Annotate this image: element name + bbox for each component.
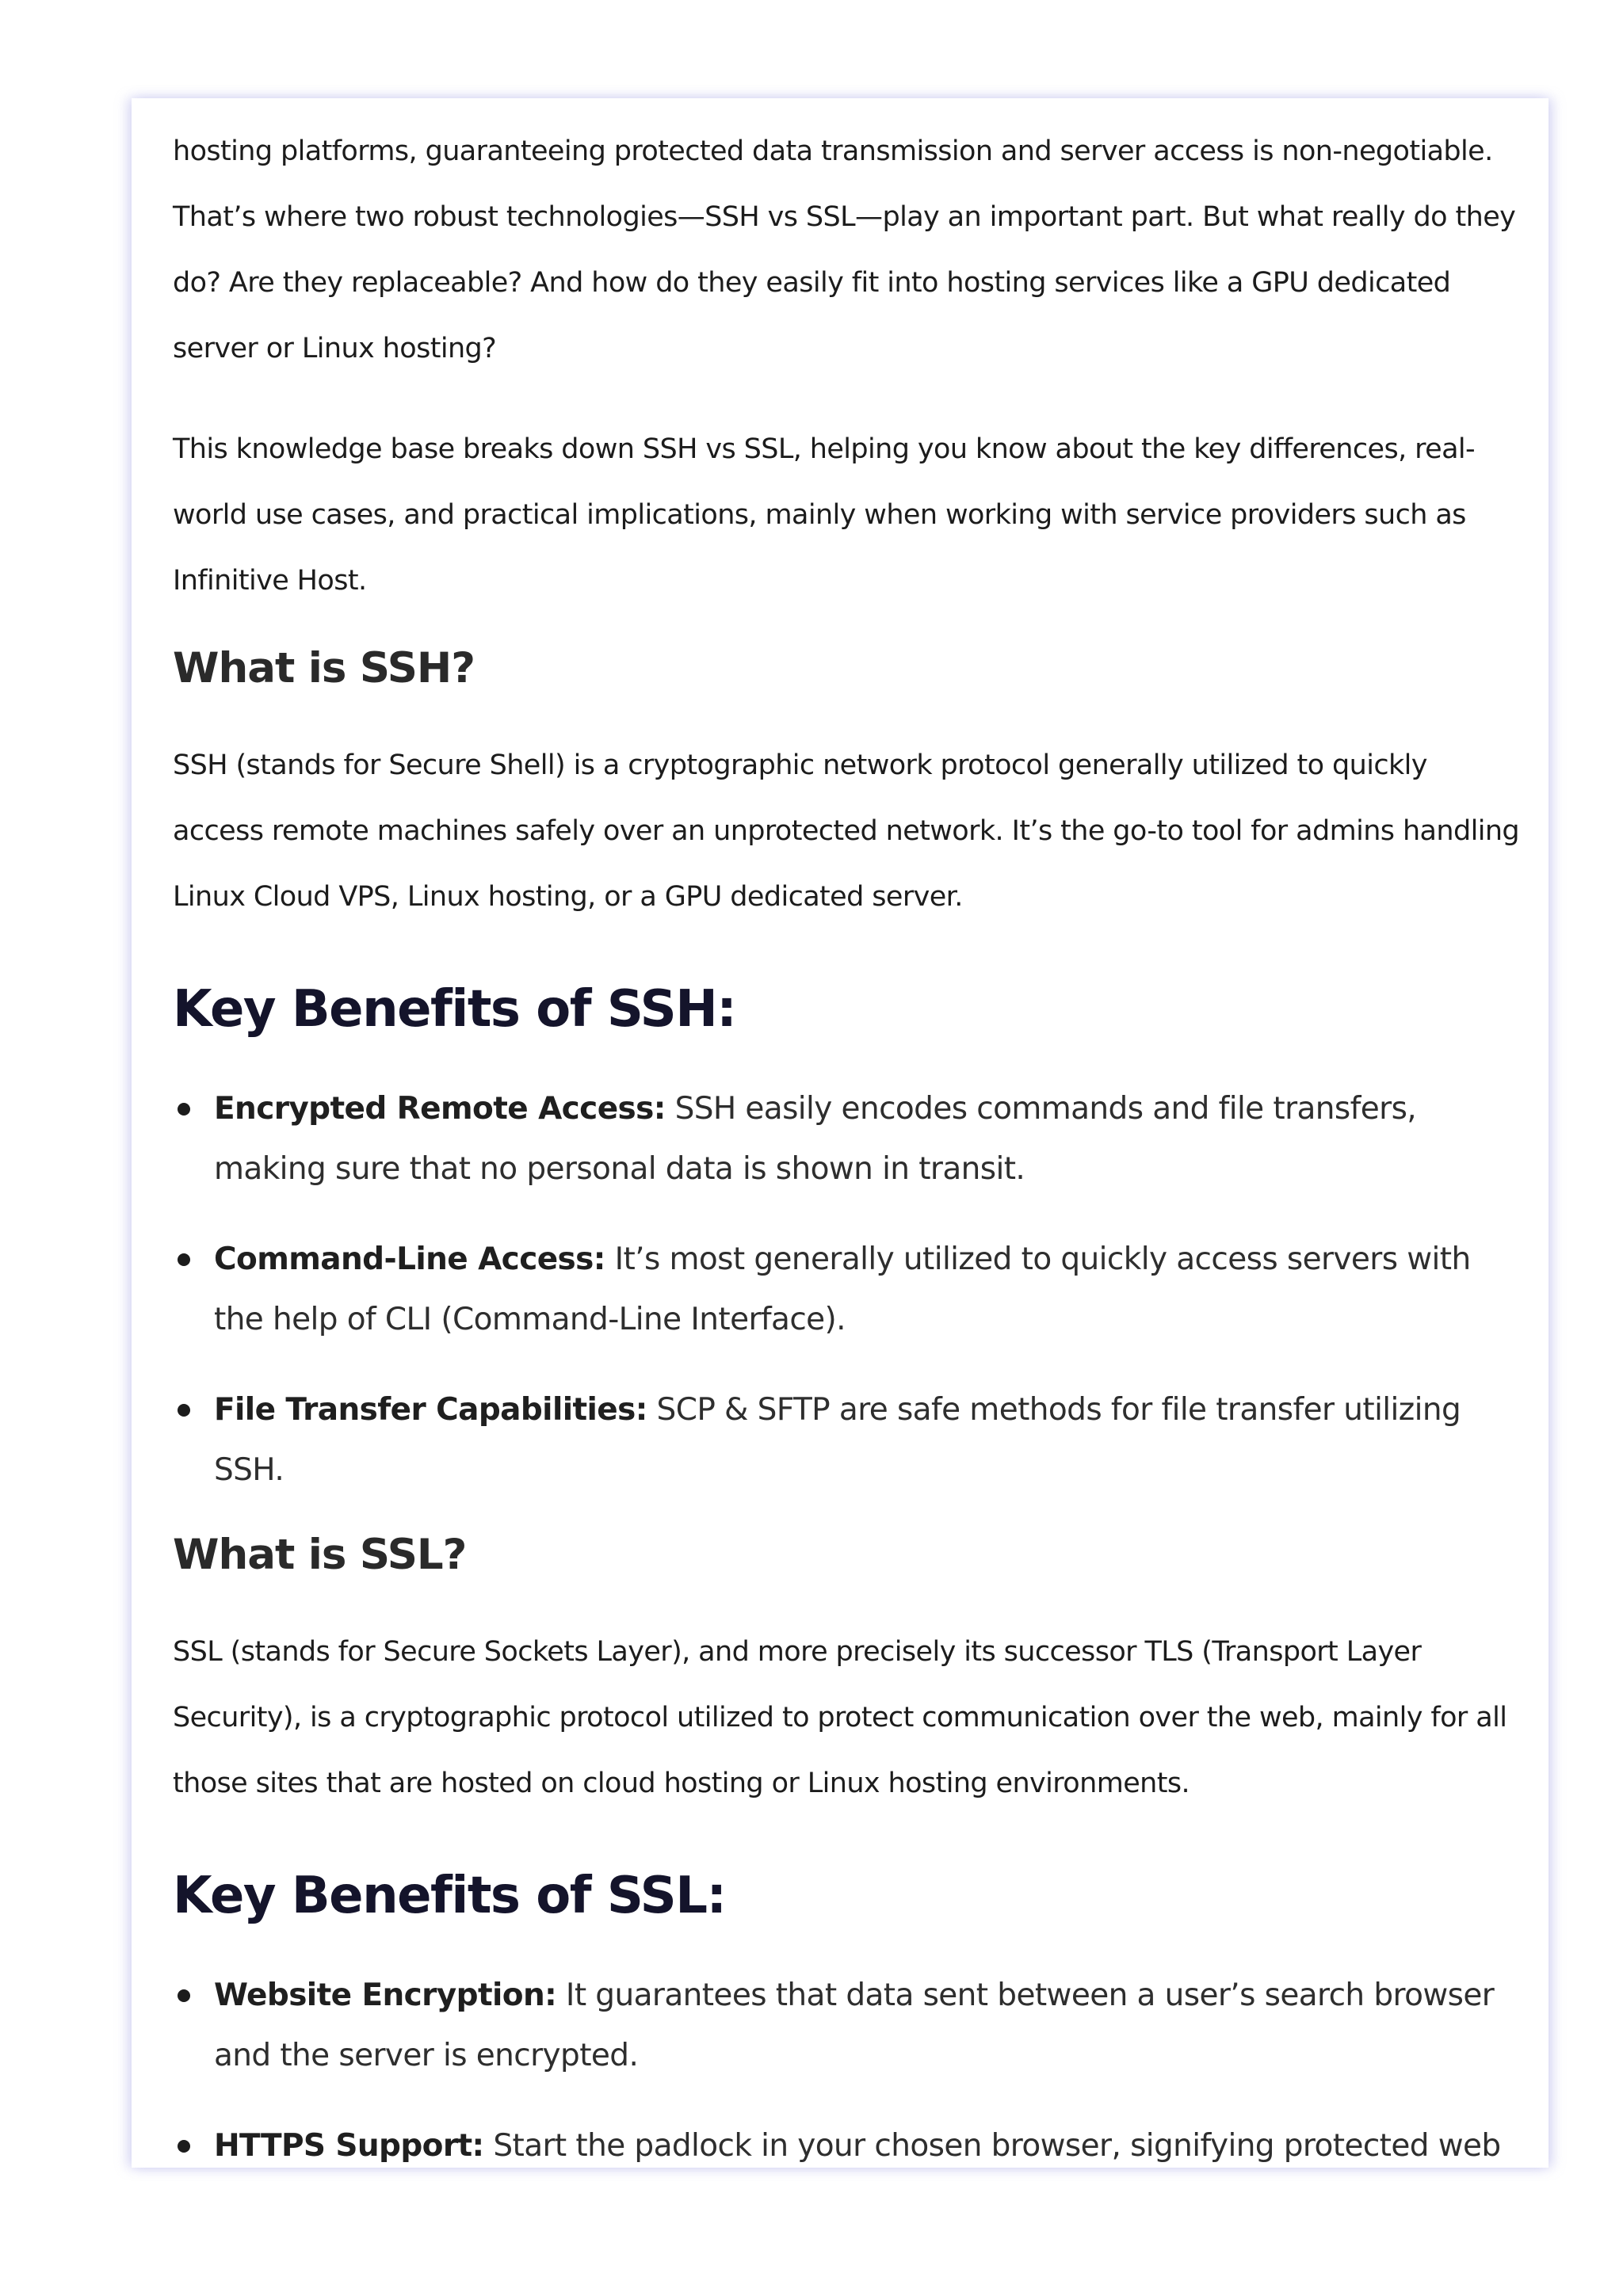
- ssh-benefits-list: [173, 1079, 1520, 1501]
- benefit-description: SCP & SFTP are safe methods for file transfer utilizing SSH.: [214, 1392, 1461, 1488]
- ssl-benefits-heading: Key Benefits of SSL:: [173, 1867, 726, 1925]
- list-item: [173, 1230, 1520, 1350]
- benefit-description: It guarantees that data sent between a user’s search browser and the server is encrypted.: [214, 1978, 1495, 2073]
- benefit-term: Command-Line Access:: [214, 1241, 605, 1277]
- benefit-term: HTTPS Support:: [214, 2128, 484, 2164]
- bullet-icon: [178, 2140, 190, 2153]
- ssh-heading: What is SSH?: [173, 644, 475, 692]
- bullet-icon: [178, 1253, 190, 1266]
- ssl-heading: What is SSL?: [173, 1531, 467, 1579]
- ssh-benefits-heading: Key Benefits of SSH:: [173, 980, 736, 1039]
- benefit-description: It’s most generally utilized to quickly access servers with the help of CLI (Command-Line Interface).: [214, 1241, 1471, 1337]
- article-content: [173, 98, 1520, 2168]
- list-item: [173, 1380, 1520, 1501]
- list-item: [173, 1079, 1520, 1199]
- bullet-icon: [178, 1989, 190, 2002]
- benefit-description: SSH easily encodes commands and file transfers, making sure that no personal data is shown in transit.: [214, 1091, 1417, 1187]
- intro-paragraph-2: This knowledge base breaks down SSH vs SSL, helping you know about the key differences, real-world use cases, and practical implications, mainly when working with service providers such as Infinitive Host.: [173, 433, 1476, 597]
- list-item: [173, 2116, 1520, 2168]
- ssl-description: SSL (stands for Secure Sockets Layer), and more precisely its successor TLS (Transport Layer Security), is a cryptographic protocol utilized to protect communication over the web, mainly for all those sites that are hosted on cloud hosting or Linux hosting environments.: [173, 1636, 1507, 1799]
- ssh-description: SSH (stands for Secure Shell) is a cryptographic network protocol generally utilized to quickly access remote machines safely over an unprotected network. It’s the go-to tool for admins handling Linux Cloud VPS, Linux hosting, or a GPU dedicated server.: [173, 749, 1520, 913]
- benefit-description: Start the padlock in your chosen browser, signifying protected web: [483, 2128, 1501, 2164]
- intro-paragraph: hosting platforms, guaranteeing protected data transmission and server access is non-negotiable. That’s where two robust technologies—SSH vs SSL—play an important part. But what really do they do? Are they replaceable? And how do they easily fit into hosting services like a GPU dedicated server or Linux hosting?: [173, 135, 1516, 364]
- benefit-term: File Transfer Capabilities:: [214, 1392, 647, 1428]
- list-item: [173, 1966, 1520, 2086]
- benefit-term: Encrypted Remote Access:: [214, 1091, 666, 1127]
- bullet-icon: [178, 1103, 190, 1116]
- benefit-term: Website Encryption:: [214, 1978, 557, 2013]
- bullet-icon: [178, 1404, 190, 1417]
- article-card: [132, 98, 1549, 2168]
- ssl-benefits-list: [173, 1966, 1520, 2168]
